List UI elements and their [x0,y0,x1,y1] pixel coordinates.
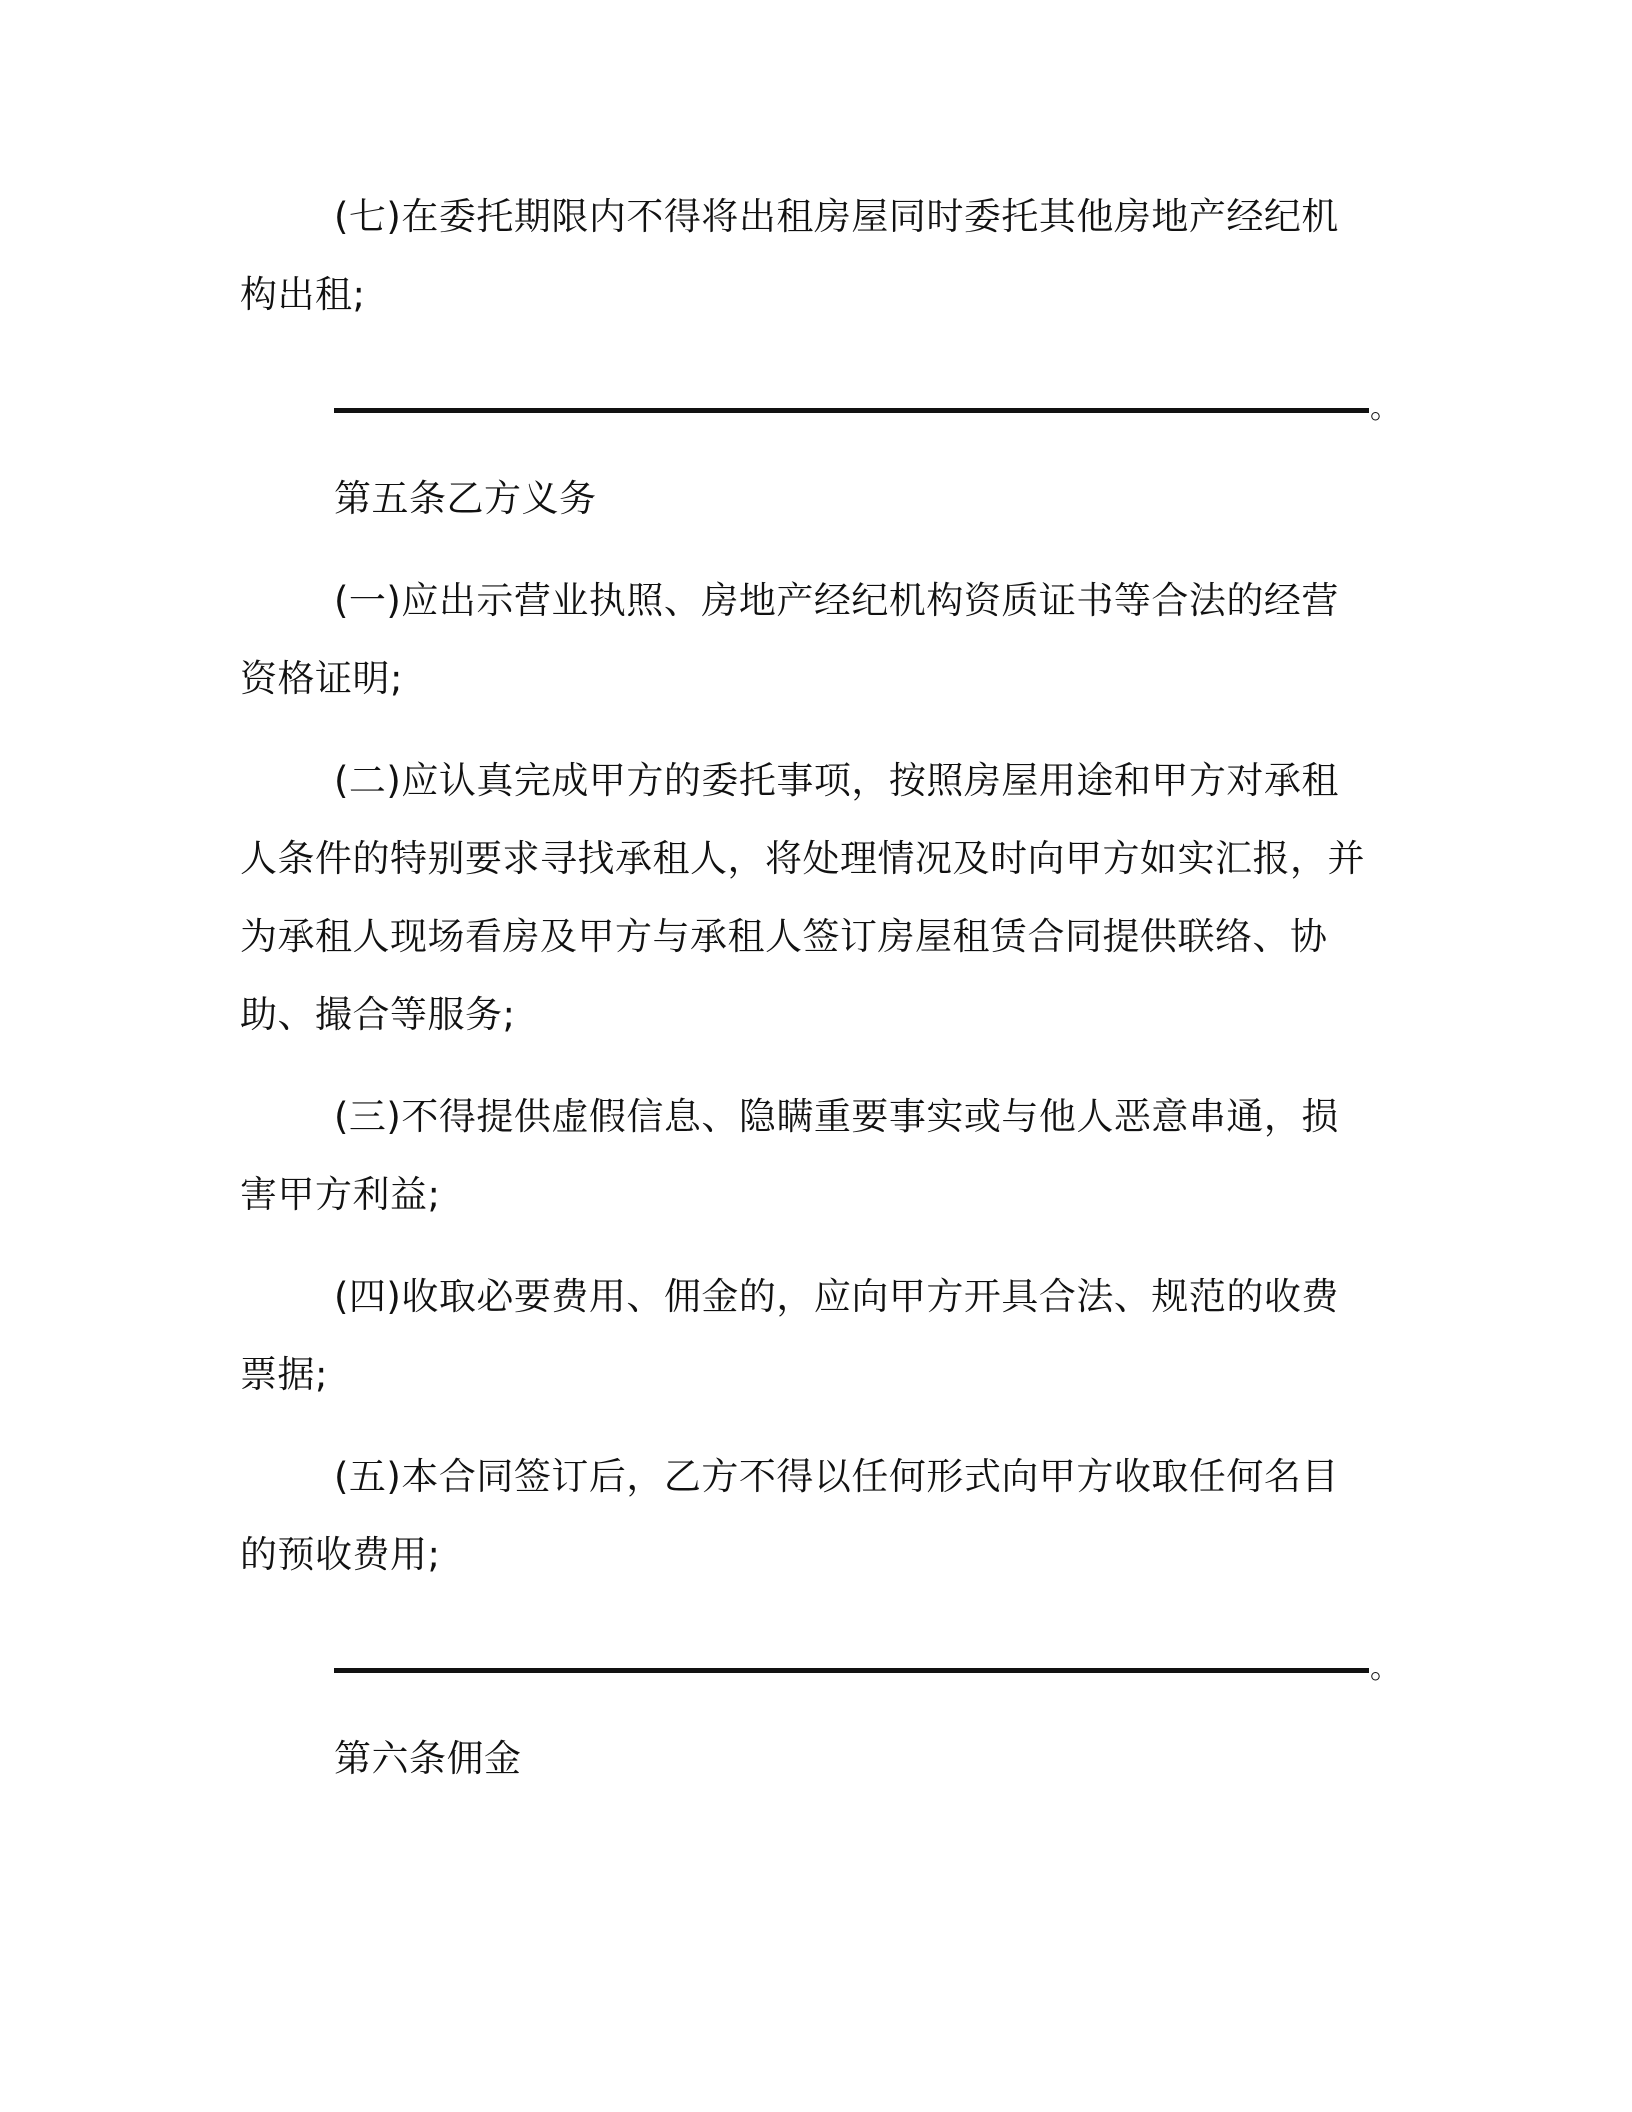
article-5-heading: 第五条乙方义务 [334,477,597,520]
blank-line-period: 。 [1370,391,1400,426]
item-2-paragraph [240,742,1370,1054]
item-3-text: (三)不得提供虚假信息、隐瞒重要事实或与他人恶意串通，损害甲方利益; [240,1095,1339,1216]
item-5-text: (五)本合同签订后，乙方不得以任何形式向甲方收取任何名目的预收费用; [240,1455,1339,1576]
item-3-paragraph [240,1078,1370,1234]
blank-line-period: 。 [1370,1651,1400,1686]
item-2-text: (二)应认真完成甲方的委托事项，按照房屋用途和甲方对承租人条件的特别要求寻找承租人，将处理情况及时向甲方如实汇报，并为承租人现场看房及甲方与承租人签订房屋租赁合同提供联络、协助、撮合等服务; [240,759,1365,1036]
item-4-paragraph [240,1258,1370,1414]
clause-7-paragraph [240,178,1370,334]
clause-7-text: (七)在委托期限内不得将出租房屋同时委托其他房地产经纪机构出租; [240,195,1339,316]
fill-in-blank-line [334,408,1369,413]
item-4-text: (四)收取必要费用、佣金的，应向甲方开具合法、规范的收费票据; [240,1275,1339,1396]
item-1-paragraph [240,562,1370,718]
item-5-paragraph [240,1438,1370,1594]
fill-in-blank-line [334,1668,1369,1673]
item-1-text: (一)应出示营业执照、房地产经纪机构资质证书等合法的经营资格证明; [240,579,1339,700]
article-6-heading: 第六条佣金 [334,1737,522,1780]
